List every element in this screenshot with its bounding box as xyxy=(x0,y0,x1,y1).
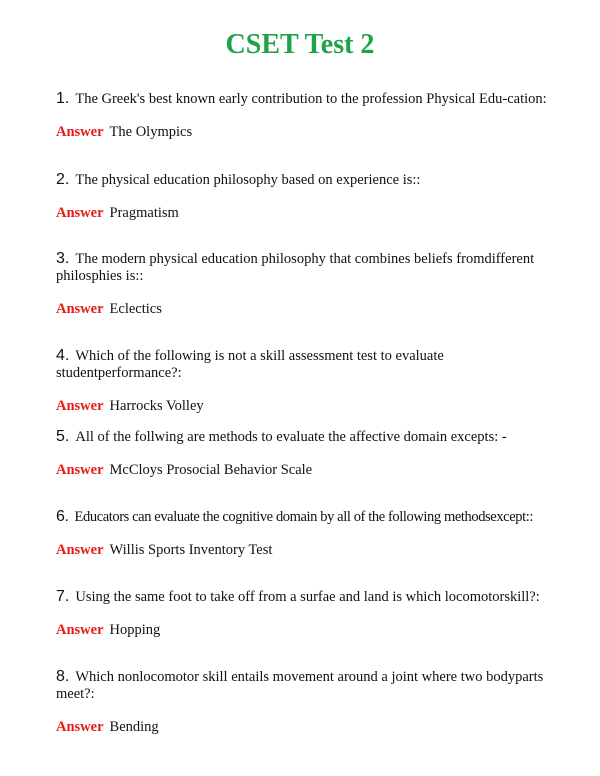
page-title: CSET Test 2 xyxy=(225,29,375,60)
question-text: Which nonlocomotor skill entails movement around a joint where two bodyparts meet?: xyxy=(56,669,544,702)
answer-label: Answer xyxy=(56,124,104,140)
question-text: Using the same foot to take off from a surfae and land is which locomotorskill?: xyxy=(75,589,540,605)
question-number: 4. xyxy=(56,347,70,364)
question-7 xyxy=(56,588,556,606)
qa-item-5 xyxy=(56,428,556,479)
qa-item-2 xyxy=(56,171,556,222)
question-text: The physical education philosophy based on experience is:: xyxy=(75,172,421,188)
answer-label: Answer xyxy=(56,542,104,558)
question-text: Educators can evaluate the cognitive domain by all of the following methodsexcept:: xyxy=(74,509,533,525)
qa-item-8 xyxy=(56,668,556,736)
answer-label: Answer xyxy=(56,398,104,414)
answer-text: Willis Sports Inventory Test xyxy=(109,542,273,558)
qa-item-7 xyxy=(56,588,556,639)
question-5 xyxy=(56,428,556,446)
answer-text: Harrocks Volley xyxy=(109,398,204,414)
answer-3 xyxy=(56,301,556,318)
question-8 xyxy=(56,668,556,703)
question-number: 1. xyxy=(56,90,70,107)
question-3 xyxy=(56,250,556,285)
answer-8 xyxy=(56,719,556,736)
question-number: 7. xyxy=(56,588,70,605)
qa-item-6 xyxy=(56,508,556,559)
answer-text: Hopping xyxy=(109,622,161,638)
answer-label: Answer xyxy=(56,462,104,478)
answer-text: Eclectics xyxy=(109,301,162,317)
question-number: 8. xyxy=(56,668,70,685)
answer-label: Answer xyxy=(56,205,104,221)
question-number: 5. xyxy=(56,428,70,445)
question-number: 3. xyxy=(56,250,70,267)
answer-4 xyxy=(56,398,556,415)
question-text: The modern physical education philosophy that combines beliefs fromdifferent philosphies is:: xyxy=(56,251,535,284)
qa-item-3 xyxy=(56,250,556,318)
answer-text: McCloys Prosocial Behavior Scale xyxy=(109,462,313,478)
answer-text: Bending xyxy=(109,719,159,735)
question-text: The Greek's best known early contribution to the profession Physical Edu-cation: xyxy=(75,91,547,107)
qa-item-4 xyxy=(56,347,556,415)
answer-1 xyxy=(56,124,556,141)
question-4 xyxy=(56,347,556,382)
question-number: 6. xyxy=(56,508,69,525)
question-text: Which of the following is not a skill assessment test to evaluate studentperformance?: xyxy=(56,348,444,381)
question-text: All of the follwing are methods to evaluate the affective domain excepts: - xyxy=(75,429,507,445)
answer-7 xyxy=(56,622,556,639)
question-2 xyxy=(56,171,556,189)
question-6 xyxy=(56,508,556,526)
question-number: 2. xyxy=(56,171,70,188)
answer-text: Pragmatism xyxy=(109,205,179,221)
answer-6 xyxy=(56,542,556,559)
qa-item-1 xyxy=(56,90,556,141)
answer-5 xyxy=(56,462,556,479)
answer-2 xyxy=(56,205,556,222)
answer-label: Answer xyxy=(56,622,104,638)
answer-label: Answer xyxy=(56,301,104,317)
answer-text: The Olympics xyxy=(109,124,193,140)
answer-label: Answer xyxy=(56,719,104,735)
question-1 xyxy=(56,90,556,108)
